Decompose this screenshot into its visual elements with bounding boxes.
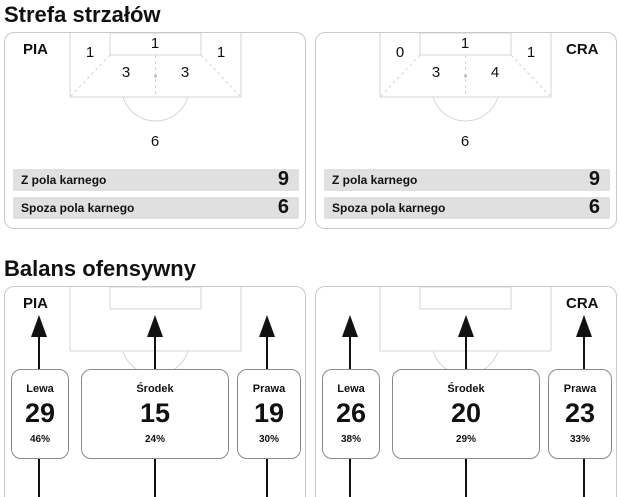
lane-label: Środek <box>447 383 485 395</box>
zone-box-left: 3 <box>121 64 131 81</box>
outside-box-row <box>13 197 299 219</box>
right-arrow-icon <box>576 315 592 337</box>
zone-left-outer: 0 <box>395 44 405 61</box>
home-team-label: PIA <box>23 41 49 58</box>
zone-outside-box: 6 <box>150 133 160 150</box>
inside-box-value: 9 <box>277 168 289 190</box>
lane-label: Lewa <box>26 383 54 395</box>
lane-value: 19 <box>253 398 285 428</box>
zone-box-right: 4 <box>490 64 500 81</box>
lane-percent: 33% <box>569 434 590 445</box>
away-team-label: CRA <box>566 41 599 58</box>
outside-box-row <box>324 197 610 219</box>
lane-label: Środek <box>136 383 174 395</box>
zone-left-outer: 1 <box>85 44 95 61</box>
away-balance-card <box>315 286 617 497</box>
lane-value: 20 <box>450 398 482 428</box>
lane-percent: 46% <box>29 434 50 445</box>
right-arrow-icon <box>259 315 275 337</box>
lane-label: Prawa <box>563 383 597 395</box>
zone-box-left: 3 <box>431 64 441 81</box>
home-balance-card <box>4 286 306 497</box>
lane-right-box <box>237 369 301 459</box>
inside-box-row <box>324 169 610 191</box>
lane-label: Lewa <box>337 383 365 395</box>
left-arrow-icon <box>31 315 47 337</box>
outside-box-label: Spoza pola karnego <box>332 201 446 215</box>
lane-center-box <box>392 369 540 459</box>
outside-box-value: 6 <box>277 196 289 218</box>
zone-right-outer: 1 <box>526 44 536 61</box>
lane-percent: 29% <box>455 434 476 445</box>
lane-left-box <box>322 369 380 459</box>
home-team-label: PIA <box>23 295 49 312</box>
lane-value: 23 <box>564 398 596 428</box>
zone-six-yard: 1 <box>460 35 470 52</box>
lane-percent: 24% <box>144 434 165 445</box>
outside-box-value: 6 <box>588 196 600 218</box>
home-shot-card <box>4 32 306 229</box>
outside-box-label: Spoza pola karnego <box>21 201 135 215</box>
away-shot-card <box>315 32 617 229</box>
zone-right-outer: 1 <box>216 44 226 61</box>
lane-value: 29 <box>24 398 56 428</box>
lane-percent: 38% <box>340 434 361 445</box>
lane-value: 15 <box>139 398 171 428</box>
inside-box-label: Z pola karnego <box>332 173 418 187</box>
left-arrow-icon <box>342 315 358 337</box>
offensive-balance-title: Balans ofensywny <box>4 256 196 281</box>
lane-center-box <box>81 369 229 459</box>
lane-left-box <box>11 369 69 459</box>
center-arrow-icon <box>458 315 474 337</box>
lane-percent: 30% <box>258 434 279 445</box>
center-arrow-icon <box>147 315 163 337</box>
lane-right-box <box>548 369 612 459</box>
lane-label: Prawa <box>252 383 286 395</box>
zone-box-right: 3 <box>180 64 190 81</box>
shot-zone-title: Strefa strzałów <box>4 2 161 27</box>
inside-box-label: Z pola karnego <box>21 173 107 187</box>
lane-value: 26 <box>335 398 367 428</box>
inside-box-row <box>13 169 299 191</box>
zone-outside-box: 6 <box>460 133 470 150</box>
zone-six-yard: 1 <box>150 35 160 52</box>
inside-box-value: 9 <box>588 168 600 190</box>
away-team-label: CRA <box>566 295 599 312</box>
